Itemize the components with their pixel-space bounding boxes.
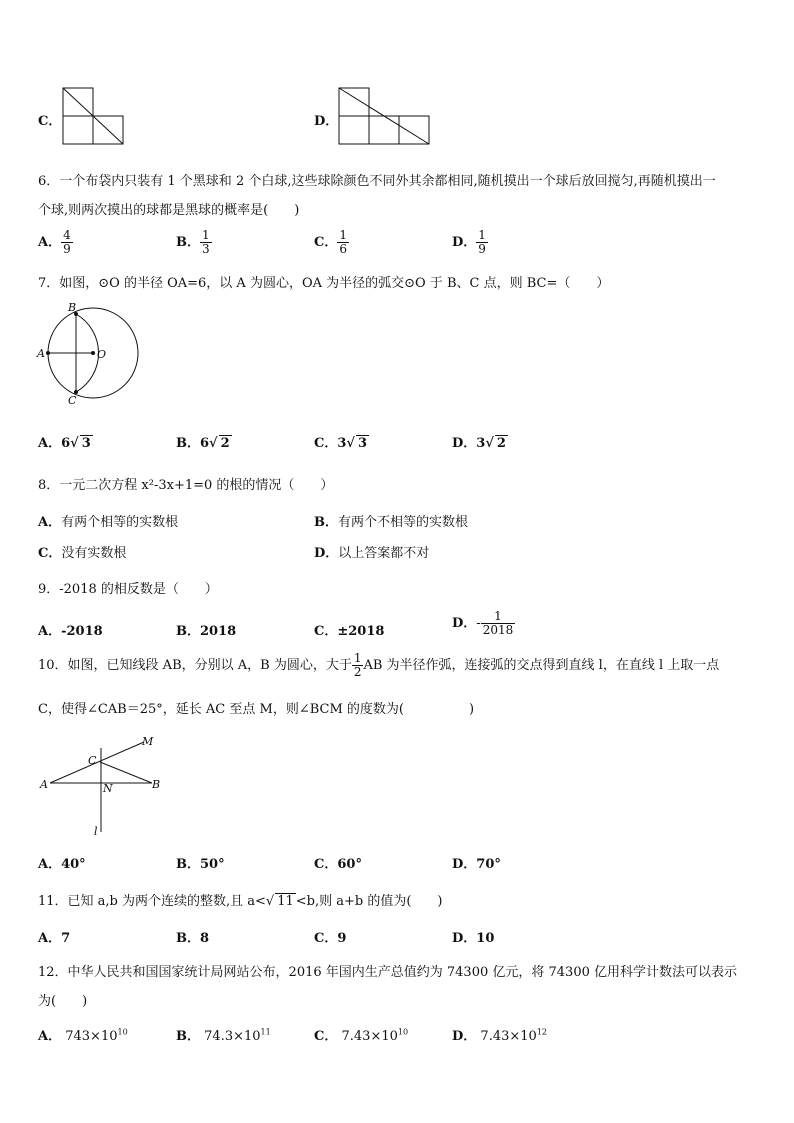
q9-option-b: B．2018 [176, 624, 237, 639]
q7-question: 7．如图，⊙O 的半径 OA=6，以 A 为圆心，OA 为半径的弧交⊙O 于 B、C 点，则 BC=（ ） [38, 276, 610, 291]
q7-circle-figure [36, 300, 146, 410]
q10-point-a-label: A [40, 778, 48, 791]
q8-option-d: D．以上答案都不对 [314, 546, 430, 561]
q11-option-d: D．10 [452, 931, 495, 946]
q7-point-o-label: O [97, 348, 107, 361]
q10-line-l-label: l [94, 825, 98, 838]
q12-option-c: C． $7.43\times 10^{10}$ [314, 1027, 409, 1044]
q5-option-c-label: C． [38, 114, 62, 129]
q7-point-a-label: A [37, 347, 45, 360]
q5-option-d-label: D． [314, 114, 339, 129]
q8-option-a: A．有两个相等的实数根 [38, 515, 179, 530]
q9-question: 9．-2018 的相反数是（ ） [38, 582, 218, 597]
q7-point-c-label: C [68, 394, 77, 407]
q10-point-c-label: C [88, 754, 97, 767]
q12-option-b: B． $74.3\times 10^{11}$ [176, 1027, 271, 1044]
q5-option-c-figure [62, 87, 124, 145]
q12-option-a: A． $743\times 10^{10}$ [38, 1027, 128, 1044]
q6-option-c: C． $\frac{1}{6}$ [314, 228, 347, 256]
q5-option-d-figure [338, 87, 430, 145]
q11-option-b: B．8 [176, 931, 210, 946]
q10-construction-figure [40, 728, 170, 838]
q7-option-a: A．6√ 3 [38, 436, 91, 451]
q10-option-b: B．50° [176, 857, 225, 872]
q11-option-a: A．7 [38, 931, 71, 946]
q6-option-b: B． $\frac{1}{3}$ [176, 228, 210, 256]
q10-option-c: C．60° [314, 857, 362, 872]
q7-option-b: B．6√ 2 [176, 436, 230, 451]
q10-option-a: A．40° [38, 857, 86, 872]
q11-question: 11．已知 a,b 为两个连续的整数,且 a<√ 11 <b,则 a+b 的值为( ) [38, 894, 443, 909]
q7-option-c: C．3√ 3 [314, 436, 367, 451]
q6-question-line1: 6．一个布袋内只装有 1 个黑球和 2 个白球,这些球除颜色不同外其余都相同,随机摸出一个球后放回搅匀,再随机摸出一 [38, 174, 716, 189]
q10-question-line2: C，使得∠CAB＝25°，延长 AC 至点 M，则∠BCM 的度数为( ) [38, 702, 475, 717]
q12-question-line2: 为( ) [38, 994, 88, 1009]
q6-option-a: A． $\frac{4}{9}$ [38, 228, 71, 256]
q9-option-a: A．-2018 [38, 624, 103, 639]
q10-point-m-label: M [142, 735, 154, 748]
q12-question-line1: 12．中华人民共和国国家统计局网站公布，2016 年国内生产总值约为 74300 亿元，将 74300 亿用科学计数法可以表示 [38, 965, 737, 980]
q10-point-b-label: B [152, 778, 161, 791]
q8-option-b: B．有两个不相等的实数根 [314, 515, 469, 530]
q9-option-d: D．- $\frac{1}{2018}$ [452, 609, 514, 637]
q8-option-c: C．没有实数根 [38, 546, 127, 561]
q10-option-d: D．70° [452, 857, 501, 872]
q6-option-d: D． $\frac{1}{9}$ [452, 228, 486, 256]
q7-option-d: D．3√ 2 [452, 436, 506, 451]
q12-option-d: D． $7.43\times 10^{12}$ [452, 1027, 547, 1044]
q9-option-c: C．±2018 [314, 624, 385, 639]
q8-question: 8．一元二次方程 x²-3x+1=0 的根的情况（ ） [38, 478, 334, 493]
q11-option-c: C．9 [314, 931, 347, 946]
q10-question-line1: 10．如图，已知线段 AB，分别以 A，B 为圆心，大于 $\frac{1}{2}$ AB 为半径作弧，连接弧的交点得到直线 l，在直线 l 上取一点 [38, 651, 720, 679]
q7-point-b-label: B [68, 301, 77, 314]
q10-point-n-label: N [103, 782, 113, 795]
q6-question-line2: 个球,则两次摸出的球都是黑球的概率是( ) [38, 203, 300, 218]
